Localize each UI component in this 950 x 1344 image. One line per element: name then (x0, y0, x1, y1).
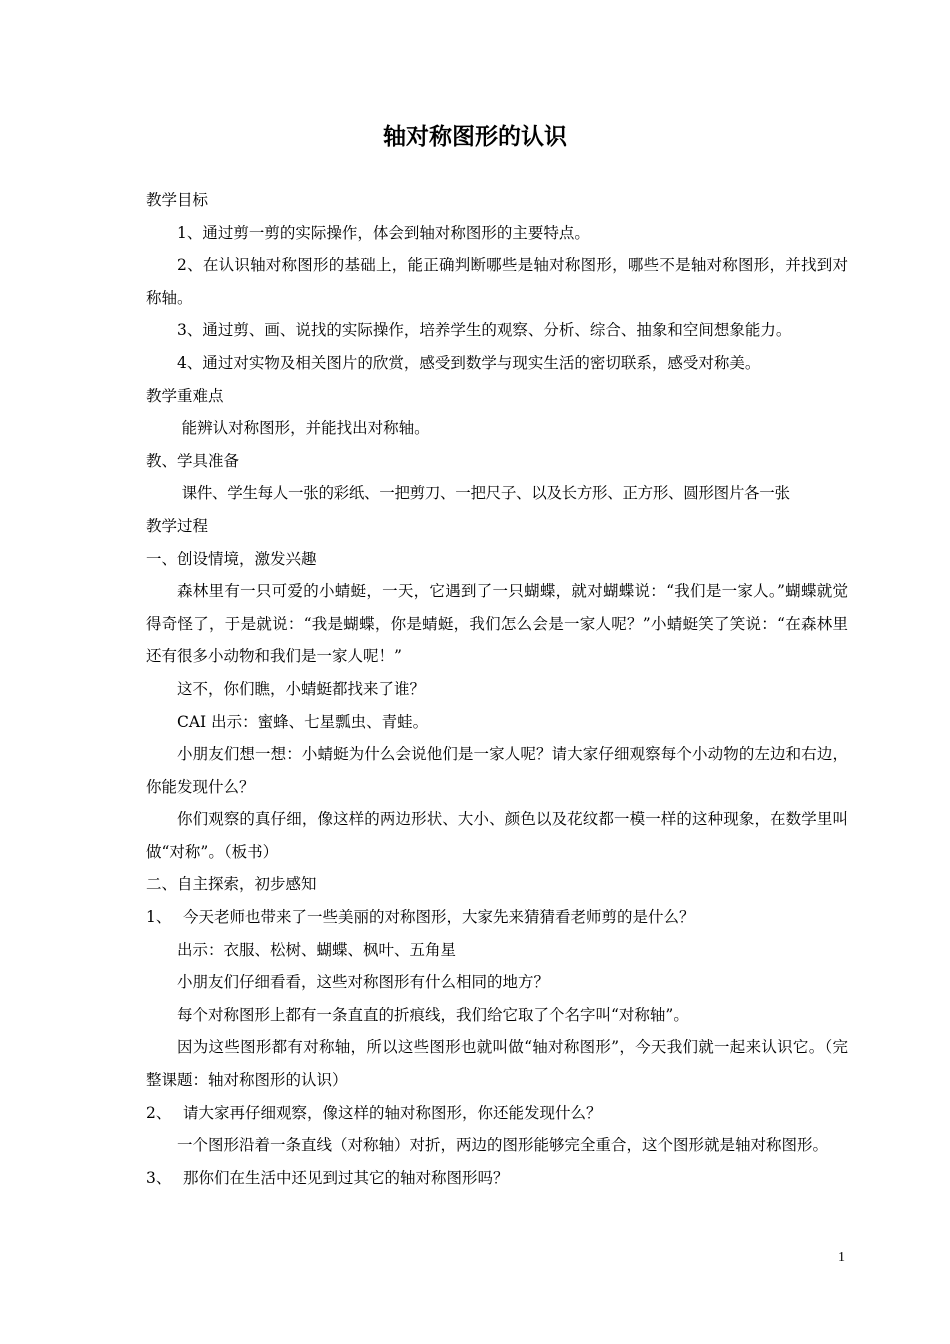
prep-text: 课件、学生每人一张的彩纸、一把剪刀、一把尺子、以及长方形、正方形、圆形图片各一张 (181, 484, 790, 503)
numbered-item-1 (146, 901, 848, 934)
item1-paragraph: 出示：衣服、松树、蝴蝶、枫叶、五角星 (177, 940, 457, 959)
part1-paragraph: CAI 出示：蜜蜂、七星瓢虫、青蛙。 (177, 712, 429, 731)
goal-item: 1、通过剪一剪的实际操作，体会到轴对称图形的主要特点。 (177, 223, 590, 242)
part1-paragraph: 小朋友们想一想：小蜻蜓为什么会说他们是一家人呢？请大家仔细观察每个小动物的左边和右边，你能发现什么？ (146, 745, 848, 796)
item-number: 2、 (146, 1103, 172, 1122)
goal-item: 2、在认识轴对称图形的基础上，能正确判断哪些是轴对称图形，哪些不是轴对称图形，并找到对称轴。 (146, 256, 848, 307)
item-number: 3、 (146, 1168, 172, 1187)
goals-heading: 教学目标 (146, 191, 209, 209)
item-text: 那你们在生活中还见到过其它的轴对称图形吗？ (183, 1168, 509, 1187)
item1-paragraph: 小朋友们仔细看看，这些对称图形有什么相同的地方？ (177, 973, 550, 992)
process-heading: 教学过程 (146, 516, 209, 535)
item-text: 请大家再仔细观察，像这样的轴对称图形，你还能发现什么？ (183, 1103, 602, 1122)
document-body (146, 184, 848, 1194)
document-title: 轴对称图形的认识 (383, 124, 567, 150)
goal-item: 3、通过剪、画、说找的实际操作，培养学生的观察、分析、综合、抽象和空间想象能力。 (177, 321, 792, 340)
prep-heading: 教、学具准备 (146, 451, 240, 470)
part2-heading: 二、自主探索，初步感知 (146, 875, 317, 894)
part1-heading: 一、创设情境，激发兴趣 (146, 549, 317, 568)
item1-paragraph: 因为这些图形都有对称轴，所以这些图形也就叫做“轴对称图形”，今天我们就一起来认识它。（完整课题：轴对称图形的认识） (146, 1038, 848, 1090)
key-heading: 教学重难点 (146, 386, 224, 405)
page-number: 1 (838, 1250, 845, 1265)
part1-paragraph: 你们观察的真仔细，像这样的两边形状、大小、颜色以及花纹都一模一样的这种现象，在数学里叫做“对称”。（板书） (146, 810, 848, 861)
item2-paragraph: 一个图形沿着一条直线（对称轴）对折，两边的图形能够完全重合，这个图形就是轴对称图形。 (177, 1136, 829, 1155)
key-text: 能辨认对称图形，并能找出对称轴。 (181, 419, 430, 438)
item1-paragraph: 每个对称图形上都有一条直直的折痕线，我们给它取了个名字叫“对称轴”。 (177, 1005, 689, 1024)
numbered-item-3 (146, 1162, 848, 1195)
item-number: 1、 (146, 908, 172, 927)
part1-paragraph: 森林里有一只可爱的小蜻蜓，一天，它遇到了一只蝴蝶，就对蝴蝶说：“我们是一家人。”蝴蝶就觉得奇怪了，于是就说：“我是蝴蝶，你是蜻蜓，我们怎么会是一家人呢？”小蜻蜓笑了笑说：“在森林里还有很多小动物和我们是一家人呢！” (146, 582, 848, 666)
goal-item: 4、通过对实物及相关图片的欣赏，感受到数学与现实生活的密切联系，感受对称美。 (177, 353, 761, 372)
part1-paragraph: 这不，你们瞧，小蜻蜓都找来了谁？ (177, 679, 426, 698)
item-text: 今天老师也带来了一些美丽的对称图形，大家先来猜猜看老师剪的是什么？ (183, 908, 695, 927)
numbered-item-2 (146, 1097, 848, 1130)
